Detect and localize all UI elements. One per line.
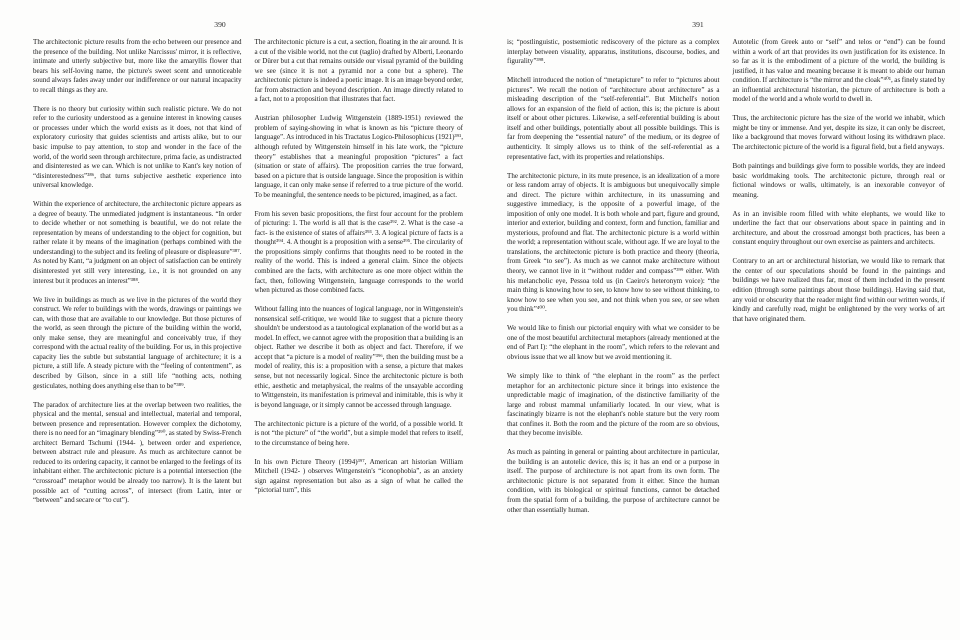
paragraph: Autotelic (from Greek auto or “self” and telos or “end”) can be found within a work of art that provides its own justification for its existence. In so far as it is the embodiment of a picture of the world, the building is justified, it has value and meaning because it is meant to abide our human condition. If architecture is “the mirror and the cloak”⁴⁰¹, as finely stated by an influential architectural historian, the picture of architecture is both a model of the world and a whole world to dwell in.	[732, 38, 945, 104]
paragraph: As in an invisible room filled with white elephants, we would like to underline the fact that our observations about space in painting and in architecture, and about the crossroad amongst both practices, has been a constant enquiry throughout our own exercise as painters and architects.	[732, 209, 945, 247]
paragraph: The architectonic picture is a picture of the world, of a possible world. It is not “the picture” of “the world”, but a simple model that refers to itself, to the circumstance of being here.	[254, 419, 463, 447]
paragraph: Austrian philosopher Ludwig Wittgenstein (1889-1951) reviewed the problem of saying-showing in what is known as his “picture theory of language”. As introduced in his Tractatus Logico-Philosophicus (1921)³⁹¹, although refuted by Wittgenstein himself in his late work, the “picture theory” establishes that a meaningful proposition “pictures” a fact (situation or state of affairs). The proposition carries the true forward, based on a picture that is outside language. Since the proposition is within language, it can only make sense if referred to a true picture of the world. To be meaningful, the sentence needs to be pictured, imagined, as a fact.	[254, 114, 463, 199]
page-number-right: 391	[692, 20, 704, 29]
paragraph: Without falling into the nuances of logical language, nor in Wittgenstein's nonsensical self-critique, we would like to suggest that a picture theory shouldn't be understood as a tautological explanation of the world but as a model. In effect, we cannot agree with the proposition that a building is an object. Rather we describe it both as object and fact. Therefore, if we accept that “a picture is a model of reality”³⁹⁶, then the building must be a model of reality, this is: a proposition with a sense, a picture that makes sense, but not necessarily logical. Since the architectonic picture is both ethic, aesthetic and metaphysical, the realms of the unsayable according to Wittgenstein, its manifestation is primeval and inimitable, this is why it is beyond language, or it simply cannot be accessed through language.	[254, 305, 463, 409]
paragraph: In his own Picture Theory (1994)³⁹⁷, American art historian William Mitchell (1942- ) observes Wittgenstein's “iconophobia”, as an anxiety sign against representation but also as a sign of what he called the “pictorial turn”, this	[254, 457, 463, 495]
paragraph: We live in buildings as much as we live in the pictures of the world they construct. We refer to buildings with the words, drawings or paintings we can, with those that are available to our knowledge. But those pictures of the world, as seen through the picture of the building within the world, only make sense, they are meaningful and conceivably true, if they correspond with the actual reality of the building. For us, in this projective capacity lies the subtle but substantial language of architecture; it is a picture, a still life. A steady picture with the “feeling of contentment”, as described by Gilson, since in a still life “nothing acts, nothing gesticulates, nothing does anything else than to be”³⁸⁹.	[33, 295, 242, 390]
paragraph: The paradox of architecture lies at the overlap between two realities, the physical and the mental, sensual and intellectual, material and temporal, between presence and representation. However complex the dichotomy, there is no need for an “imaginary blending”³⁹⁰, as stated by Swiss-French architect Bernard Tschumi (1944- ), between order and experience, between abstract rule and pleasure. As much as architecture cannot be reduced to its ordering capacity, it cannot be enlarged to the feelings of its inhabitant either. The architectonic picture is a potential intersection (the “crossroad” metaphor would be already too narrow). It is the latent but possible act of “cutting across”, of intersect (from Latin, inter or “between” and secare or “to cut”).	[33, 400, 242, 505]
paragraph: The architectonic picture results from the echo between our presence and the presence of the building. Not unlike Narcissus' mirror, it is reflective, intimate and utterly subjective but, more like the amaryllis flower that bears his self-loving name, the picture's sweet scent and unnoticeable sound always fades away under our indifference or our natural incapacity to recall things as they are.	[33, 38, 242, 94]
paragraph: The architectonic picture, in its mute presence, is an idealization of a more or less random array of objects. It is ambiguous but unequivocally simple and direct. The picture within architecture, in its unassuming and suggestive immediacy, is the opposite of a powerful image, of the imposition of only one model. It is both whole and part, figure and ground, interior and exterior, building and context, form and function, familiar and mysterious, profound and flat. The architectonic picture is a world within the world; a representation without scale, without age. If we are loyal to the translations, the architectonic picture is both practice and theory (theoria, from Greek “to see”). As much as we cannot make architecture without theory, we cannot live in it “without rudder and compass”³⁹⁹ either. With his melancholic eye, Pessoa told us (in Caeiro's heteronym voice): “the main thing is knowing how to see, to know how to see without thinking, to know how to see when you see, and not think when you see, or see when you think”⁴⁰⁰.	[507, 171, 720, 314]
page-390-column-1	[33, 38, 242, 628]
paragraph: Contrary to an art or architectural historian, we would like to remark that the center of our speculations should be found in the paintings and buildings we have realized thus far, most of them included in the present edition (through some paintings about those buildings). Having said that, any void or obscurity that the reader might find within our written words, if kindly and carefully read, might be enlightened by the very works of art that have originated them.	[732, 257, 945, 323]
page-390-column-2	[255, 38, 464, 628]
page-391-column-2	[733, 38, 946, 628]
paragraph: As much as painting in general or painting about architecture in particular, the building is an autotelic device, this is; it has an end or a purpose in itself. The purpose of architecture is not apart from its own form. The architectonic picture is not separated from it either. Since the human condition, with its biological or spiritual functions, cannot be detached from the spatial form of a building, the purpose of architecture cannot be other than essentially human.	[507, 448, 720, 514]
paragraph: There is no theory but curiosity within such realistic picture. We do not refer to the curiosity understood as a genuine interest in knowing causes or processes under which the world exists as it does, not that kind of exploratory curiosity that guides scientists and artists alike, but to our basic impulse to pay attention, to stop and wonder in the face of the world, of the world seen through architecture, prima facie, as undistracted and disinterested as we can. Which is not unlike to Kant's key notion of “disinterestedness”³⁸⁶, that turns subjective aesthetic experience into universal knowledge.	[33, 104, 242, 190]
paragraph: We simply like to think of “the elephant in the room” as the perfect metaphor for an architectonic picture since it brings into existence the unpredictable magic of imagination, of the distinctive familiarity of the large and robust mammal unfamiliarly located. In our view, what is fascinatingly bizarre is not the elephant's noble stature but the very room that confines it. Both the room and the picture of the room are so obvious, that they become invisible.	[507, 371, 720, 438]
paragraph: Mitchell introduced the notion of “metapicture” to refer to “pictures about pictures”. We recall the notion of “architecture about architecture” as a misleading description of the “self-referential”. But Mitchell's notion allows for an expansion of the field of action, this is; the picture is about itself or about other pictures. Likewise, a self-referential building is about itself and other buildings, potentially about all possible buildings. This is far from deepening the “essential nature” of the medium, or its degree of authenticity. It simply allows us to think of the self-referential as a representative fact, with its properties and relationships.	[507, 76, 720, 161]
page-391-column-1	[507, 38, 720, 628]
page-390	[33, 0, 463, 628]
page-391-columns	[507, 38, 945, 628]
paragraph: Thus, the architectonic picture has the size of the world we inhabit, which might be tiny or immense. And yet, despite its size, it can only be discreet, like a background that moves forward without losing its withdrawn place. The architectonic picture of the world is a figural field, but a field anyways.	[732, 114, 945, 151]
page-number-left: 390	[214, 20, 226, 29]
paragraph: We would like to finish our pictorial enquiry with what we consider to be one of the most beautiful architectural metaphors (already mentioned at the end of Part I): “the elephant in the room”, which refers to the relevant and obvious issue that we all know but we avoid mentioning it.	[507, 324, 720, 361]
paragraph: Within the experience of architecture, the architectonic picture appears as a degree of beauty. The unmediated judgment is instantaneous. “In order to decide whether or not something is beautiful, we do not relate the representation by means of understanding to the object for cognition, but rather relate it by means of the imagination (perhaps combined with the understanding) to the subject and its feeling of pleasure or displeasure”³⁸⁷. As noted by Kant, “a judgment on an object of satisfaction can be entirely disinterested yet still very interesting, i.e., it is not grounded on any interest but it produces an interest”³⁸⁸.	[33, 200, 242, 285]
page-390-columns	[33, 38, 463, 628]
paragraph: The architectonic picture is a cut, a section, floating in the air around. It is a cut of the visible world, not the cut (taglio) drafted by Alberti, Leonardo or Dürer but a cut that remains outside our visual pyramid of the building we see (since it is not a pyramid nor a cone but a sphere). The architectonic picture is indeed a poetic image. It is an image beyond order, far from abstraction and beyond description. An image directly related to a fact, not to a proposition that illustrates that fact.	[254, 38, 463, 104]
paragraph: From his seven basic propositions, the first four account for the problem of picturing: 1. The world is all that is the case³⁹². 2. What is the case -a fact- is the existence of states of affairs³⁹³. 3. A logical picture of facts is a thought³⁹⁴. 4. A thought is a proposition with a sense³⁹⁵. The circularity of the propositions simply confirms that thoughts need to be rooted in the reality of the world. This is indeed a general claim. Since the objects combined are the facts, with architecture as one more object within the fact, then, following Wittgenstein, language corresponds to the world when pictured as those combined facts.	[254, 209, 463, 295]
paragraph: Both paintings and buildings give form to possible worlds, they are indeed basic worldmaking tools. The architectonic picture, through real or fictional windows or walls, ultimately, is an inexorable conveyor of meaning.	[732, 162, 945, 199]
page-391	[507, 0, 945, 628]
paragraph: is; “postlinguistic, postsemiotic rediscovery of the picture as a complex interplay between visuality, apparatus, institutions, discourse, bodies, and figurality”³⁹⁸.	[507, 38, 720, 66]
